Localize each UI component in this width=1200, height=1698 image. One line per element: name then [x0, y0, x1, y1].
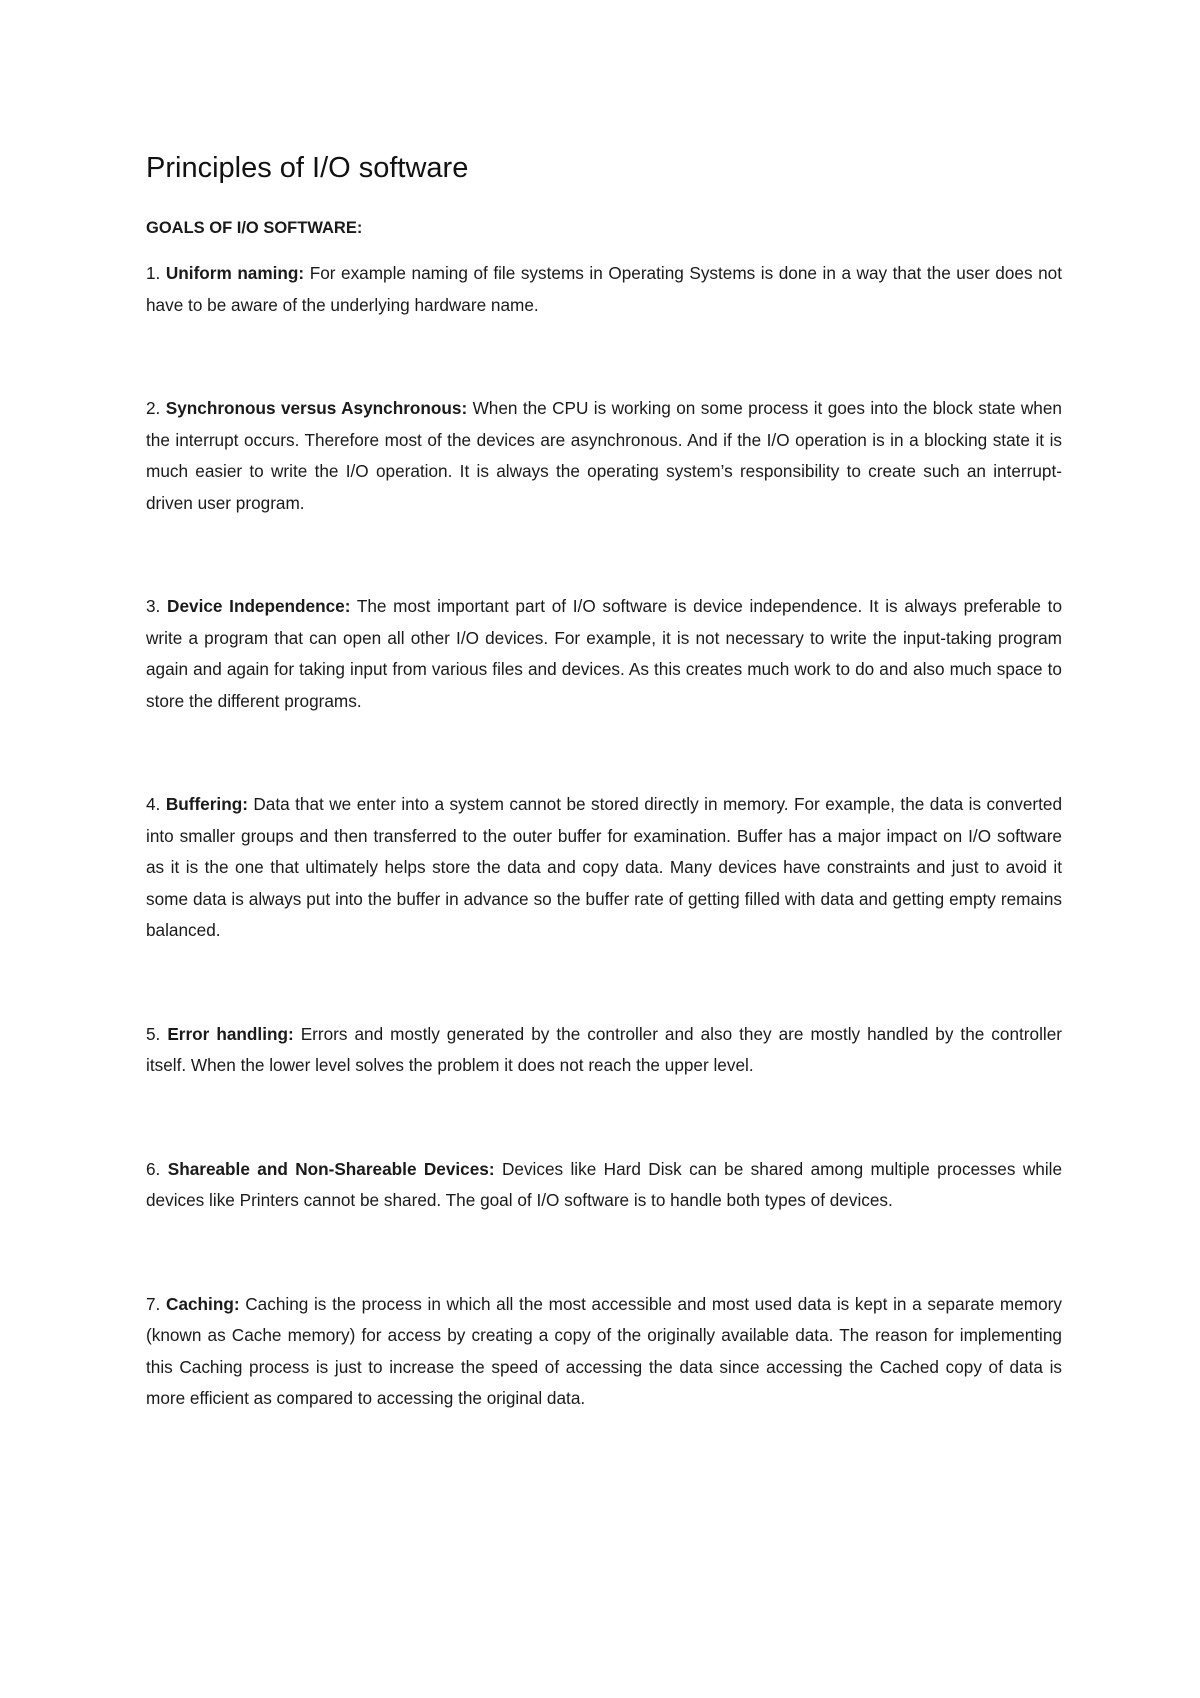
goal-number: 4. — [146, 794, 161, 814]
goal-text: For example naming of file systems in Operating Systems is done in a way that the user does not have to be aware of the underlying hardware name. — [146, 263, 1062, 315]
goal-term: Shareable and Non-Shareable Devices: — [167, 1158, 495, 1179]
goal-number: 1. — [146, 263, 161, 283]
goal-item-2 — [146, 393, 1062, 519]
goal-text: Data that we enter into a system cannot be stored directly in memory. For example, the data is converted into smaller groups and then transferred to the outer buffer for examination. Buffer has a major impact on I/O software as it is the one that ultimately helps store the data and copy data. Many devices have constraints and just to avoid it some data is always put into the buffer in advance so the buffer rate of getting filled with data and getting empty remains balanced. — [146, 794, 1063, 940]
goal-number: 5. — [146, 1023, 161, 1044]
section-subheading: GOALS OF I/O SOFTWARE: — [146, 219, 363, 237]
goal-text: Caching is the process in which all the most accessible and most used data is kept in a separate memory (known as Cache memory) for access by creating a copy of the originally available data. The reason for implementing this Caching process is just to increase the speed of accessing the data since accessing the Cached copy of data is more efficient as compared to accessing the original data. — [146, 1293, 1062, 1408]
goal-item-4 — [146, 789, 1062, 947]
goal-text: Devices like Hard Disk can be shared among multiple processes while devices like Printers cannot be shared. The goal of I/O software is to handle both types of devices. — [146, 1158, 1063, 1210]
page-title: Principles of I/O software — [146, 152, 469, 184]
goal-term: Error handling: — [167, 1023, 294, 1044]
goal-term: Uniform naming: — [165, 263, 305, 283]
goal-item-1 — [146, 258, 1062, 321]
goal-term: Device Independence: — [167, 596, 351, 616]
goal-number: 3. — [146, 596, 161, 616]
goal-item-3 — [146, 591, 1062, 717]
goal-number: 7. — [146, 1293, 161, 1314]
document-body — [146, 146, 1062, 1415]
goal-term: Caching: — [166, 1293, 240, 1314]
goal-term: Buffering: — [165, 794, 248, 814]
goal-number: 2. — [146, 398, 161, 418]
goal-item-5 — [146, 1019, 1062, 1082]
goal-text: Errors and mostly generated by the controller and also they are mostly handled by the controller itself. When the lower level solves the problem it does not reach the upper level. — [146, 1023, 1062, 1075]
goal-item-7 — [146, 1289, 1062, 1415]
goal-term: Synchronous versus Asynchronous: — [165, 398, 468, 418]
goal-number: 6. — [146, 1158, 161, 1179]
goal-item-6 — [146, 1154, 1062, 1217]
goal-text: The most important part of I/O software is device independence. It is always preferable to write a program that can open all other I/O devices. For example, it is not necessary to write the input-taking program again and again for taking input from various files and devices. As this creates much work to do and also much space to store the different programs. — [146, 596, 1062, 711]
goal-text: When the CPU is working on some process it goes into the block state when the interrupt occurs. Therefore most of the devices are asynchronous. And if the I/O operation is in a blocking state it is much easier to write the I/O operation. It is always the operating system’s responsibility to create such an interrupt-driven user program. — [146, 398, 1062, 513]
